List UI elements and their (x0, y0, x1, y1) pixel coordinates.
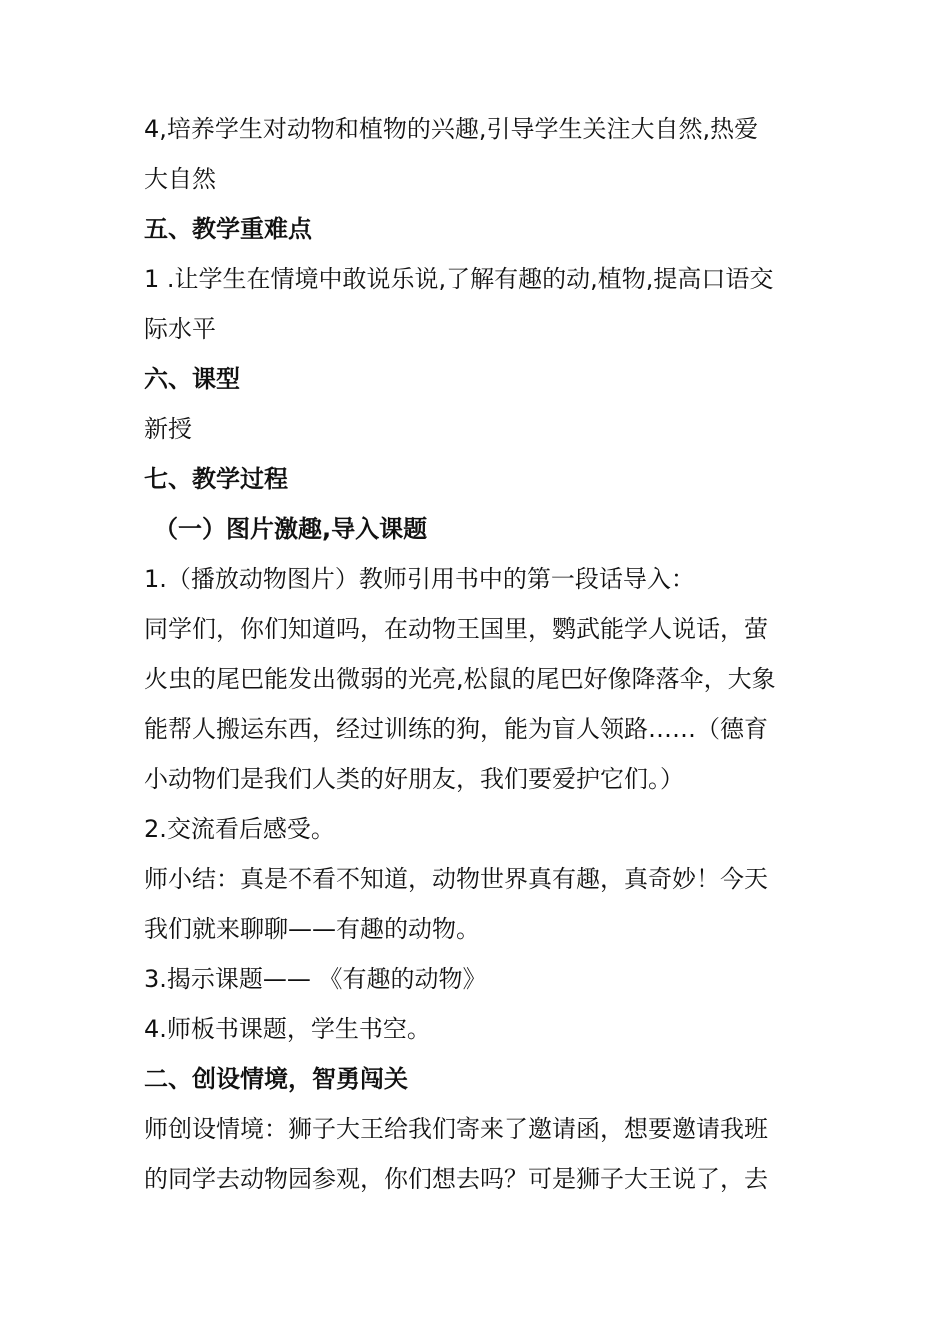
paragraph-line: 能帮人搬运东西，经过训练的狗，能为盲人领路……（德育 (144, 715, 768, 743)
section-heading-key-points: 五、教学重难点 (144, 215, 312, 243)
scenario-line-2: 的同学去动物园参观，你们想去吗？可是狮子大王说了，去 (144, 1165, 768, 1193)
key-point-line-2: 际水平 (144, 315, 216, 343)
section-heading-scenario: 二、创设情境，智勇闯关 (144, 1065, 408, 1093)
paragraph-line: 小动物们是我们人类的好朋友，我们要爱护它们。） (144, 765, 684, 793)
key-point-line-1: 1 .让学生在情境中敢说乐说,了解有趣的动,植物,提高口语交 (144, 265, 774, 293)
subsection-heading-intro: （一）图片激趣,导入课题 (154, 515, 428, 543)
paragraph-line: 火虫的尾巴能发出微弱的光亮,松鼠的尾巴好像降落伞，大象 (144, 665, 776, 693)
paragraph-line: 同学们，你们知道吗，在动物王国里，鹦武能学人说话，萤 (144, 615, 768, 643)
step-4-line: 4.师板书课题，学生书空。 (144, 1015, 431, 1043)
summary-line-2: 我们就来聊聊——有趣的动物。 (144, 915, 480, 943)
summary-line-1: 师小结：真是不看不知道，动物世界真有趣，真奇妙！今天 (144, 865, 768, 893)
section-heading-teaching-process: 七、教学过程 (144, 465, 288, 493)
step-2-line: 2.交流看后感受。 (144, 815, 335, 843)
step-3-line: 3.揭示课题—— 《有趣的动物》 (144, 965, 487, 993)
step-1-line: 1.（播放动物图片）教师引用书中的第一段话导入： (144, 565, 695, 593)
goal-4-line-1: 4,培养学生对动物和植物的兴趣,引导学生关注大自然,热爱 (144, 115, 759, 143)
scenario-line-1: 师创设情境：狮子大王给我们寄来了邀请函，想要邀请我班 (144, 1115, 768, 1143)
lesson-type-value: 新授 (144, 415, 192, 443)
document-page (144, 104, 814, 1204)
section-heading-lesson-type: 六、课型 (144, 365, 240, 393)
goal-4-line-2: 大自然 (144, 165, 216, 193)
